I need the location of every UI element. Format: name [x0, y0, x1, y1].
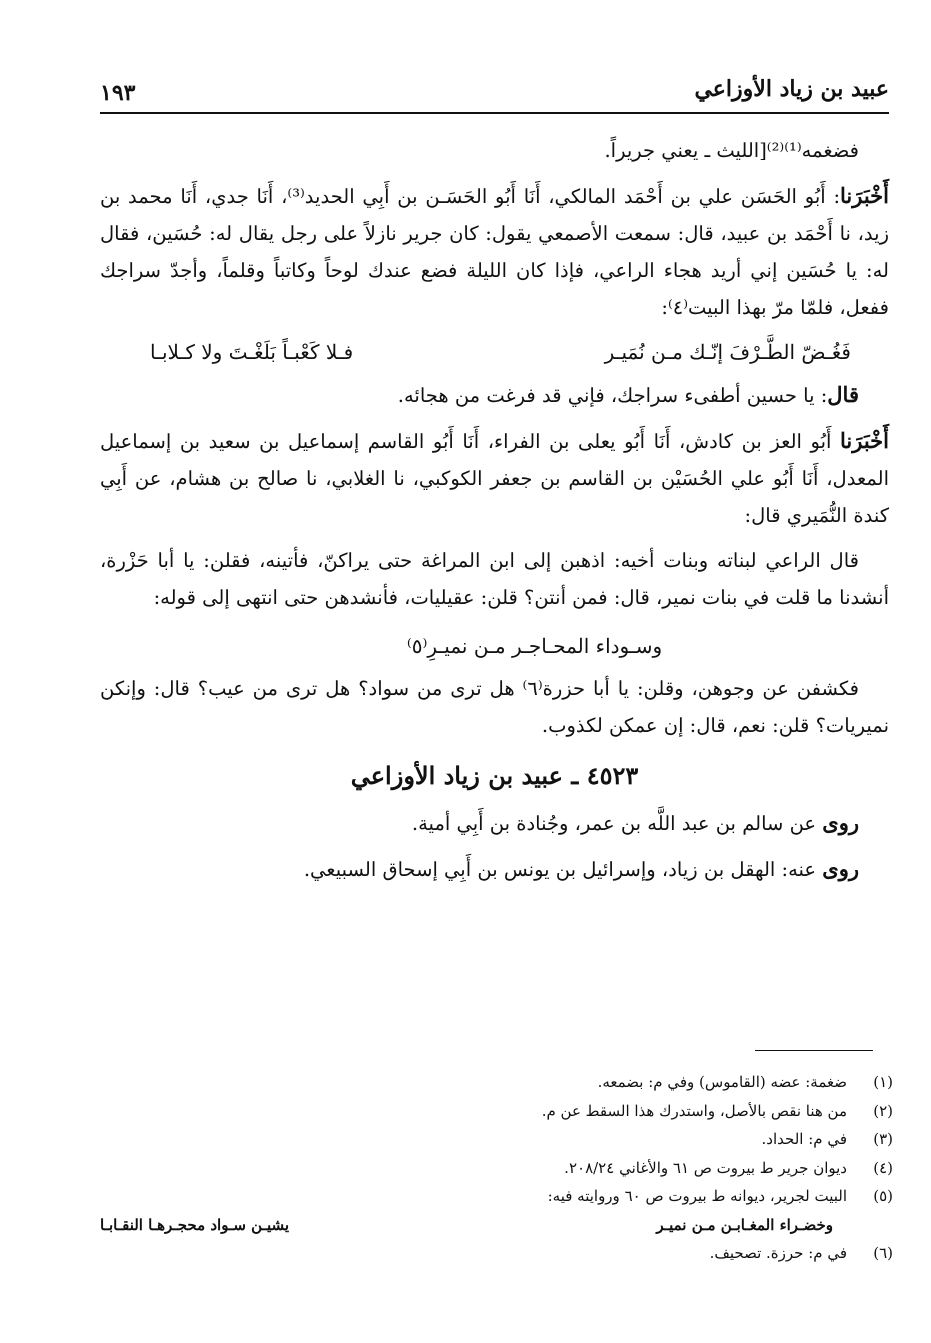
paragraph-5: قال الراعي لبناته وبنات أخيه: اذهبن إلى ابن المراغة حتى يراكنّ، فأتينه، فقلن: يا أبا حَزْرة، أنشدنا ما قلت في بنات نمير، قال: فمن أنتن؟ قلن: عقيليات، فأنشدهن حتى انتهى إلى قوله:	[100, 549, 889, 609]
footnote-number: (٤)	[873, 1158, 893, 1177]
verse-2: وسـوداء المحـاجـر مـن نميـرِ⁽٥⁾	[406, 634, 663, 658]
keyword-qala: قال	[827, 382, 859, 407]
verse-1-first-hemistich: فَغُـضّ الطَّـرْفَ إنّـك مـن نُمَيـر	[604, 340, 851, 364]
footnote-number: (١)	[873, 1073, 893, 1091]
page-number: ١٩٣	[100, 80, 136, 106]
footnote-number: (٦)	[873, 1244, 893, 1262]
paragraph-4	[100, 422, 889, 534]
footnote-text: من هنا نقص بالأصل، واستدرك هذا السقط عن م.	[541, 1101, 847, 1120]
footnote	[90, 1097, 893, 1126]
page-header	[100, 70, 889, 114]
footnote	[90, 1125, 893, 1154]
footnote-number: (٥)	[873, 1187, 893, 1205]
paragraph-2-text: : أَبُو الحَسَن علي بن أَحْمَد المالكي، أَنَا أَبُو الحَسَـن بن أَبِي الحديد⁽³⁾، أَنَا جدي، أَنَا محمد بن زيد، نا أَحْمَد بن عبيد، قال: سمعت الأصمعي يقول: كان جرير نازلاً على رجل يقال له: حُسَين، فقال له: يا حُسَين إني أريد هجاء الراعي، فإذا كان الليلة فضع عندك لوحاً وكاتباً وقلماً، وأجدّ سراجك ففعل، فلمّا مرّ بهذا البيت⁽٤⁾:	[100, 185, 889, 319]
paragraph-2	[100, 177, 889, 326]
keyword-akhbarana-2: أَخْبَرَنا	[840, 428, 889, 453]
verse-1	[100, 332, 889, 372]
footnote-text: في م: الحداد.	[761, 1130, 847, 1148]
footnote-number: (٢)	[873, 1101, 893, 1120]
paragraph-8-text: عنه: الهقل بن زياد، وإسرائيل بن يونس بن أَبِي إسحاق السبيعي.	[303, 858, 823, 881]
footnote-verse-second-hemistich: يشيـن سـواد محجـرهـا النقـابـا	[100, 1215, 290, 1234]
keyword-rawa: روى	[822, 810, 859, 835]
paragraph-6: فكشفن عن وجوهن، وقلن: يا أبا حزرة⁽٦⁾ هل ترى من سواد؟ هل ترى من عيب؟ قال: وإنكن نميريات؟ قلن: نعم، قال: إن عمكن لكذوب.	[100, 677, 889, 737]
footnote-text: ديوان جرير ط بيروت ص ٦١ والأغاني ٢٠٨/٢٤.	[564, 1158, 847, 1177]
keyword-rawa-2: روى	[822, 856, 859, 881]
footnote-text: البيت لجرير، ديوانه ط بيروت ص ٦٠ وروايته فيه:	[547, 1187, 847, 1205]
paragraph-7	[100, 804, 889, 842]
main-text	[100, 132, 889, 888]
keyword-akhbarana: أَخْبَرَنا	[840, 183, 889, 208]
footnote-number: (٣)	[873, 1130, 893, 1148]
footnote-text: ضغمة: عضه (القاموس) وفي م: بضمعه.	[597, 1073, 847, 1091]
footnote	[90, 1239, 893, 1268]
running-title: عبيد بن زياد الأوزاعي	[694, 76, 889, 102]
paragraph-4-text: أَبُو العز بن كادش، أَنَا أَبُو يعلى بن الفراء، أَنَا أَبُو القاسم إسماعيل بن سعيد بن إسماعيل المعدل، أَنَا أَبُو علي الحُسَيْن بن القاسم بن جعفر الكوكبي، نا الغلابي، نا صالح بن هشام، عن أَبِي كندة النُّمَيري قال:	[100, 430, 889, 527]
entry-heading: ٤٥٢٣ ـ عبيد بن زياد الأوزاعي	[350, 761, 639, 790]
footnote	[90, 1154, 893, 1183]
verse-1-second-hemistich: فـلا كَعْبـاً بَلَغْـتَ ولا كـلابـا	[150, 340, 354, 364]
footnote	[90, 1068, 893, 1097]
footnote-verse-first-hemistich: وخضـراء المغـابـن مـن نميـر	[656, 1215, 833, 1234]
paragraph-1: فضغمه⁽¹⁾⁽²⁾[الليث ـ يعني جريراً.	[604, 139, 859, 162]
paragraph-3-text: : يا حسين أطفىء سراجك، فإني قد فرغت من هجائه.	[397, 384, 828, 407]
paragraph-7-text: عن سالم بن عبد اللَّه بن عمر، وجُنادة بن أَبِي أمية.	[411, 812, 823, 835]
footnote-verse	[90, 1211, 893, 1240]
footnote	[90, 1182, 893, 1211]
paragraph-8	[100, 850, 889, 888]
footnote-text: في م: حرزة. تصحيف.	[709, 1244, 847, 1262]
footnote-separator	[755, 1050, 873, 1051]
paragraph-3	[100, 376, 889, 414]
footnotes	[90, 1068, 893, 1268]
